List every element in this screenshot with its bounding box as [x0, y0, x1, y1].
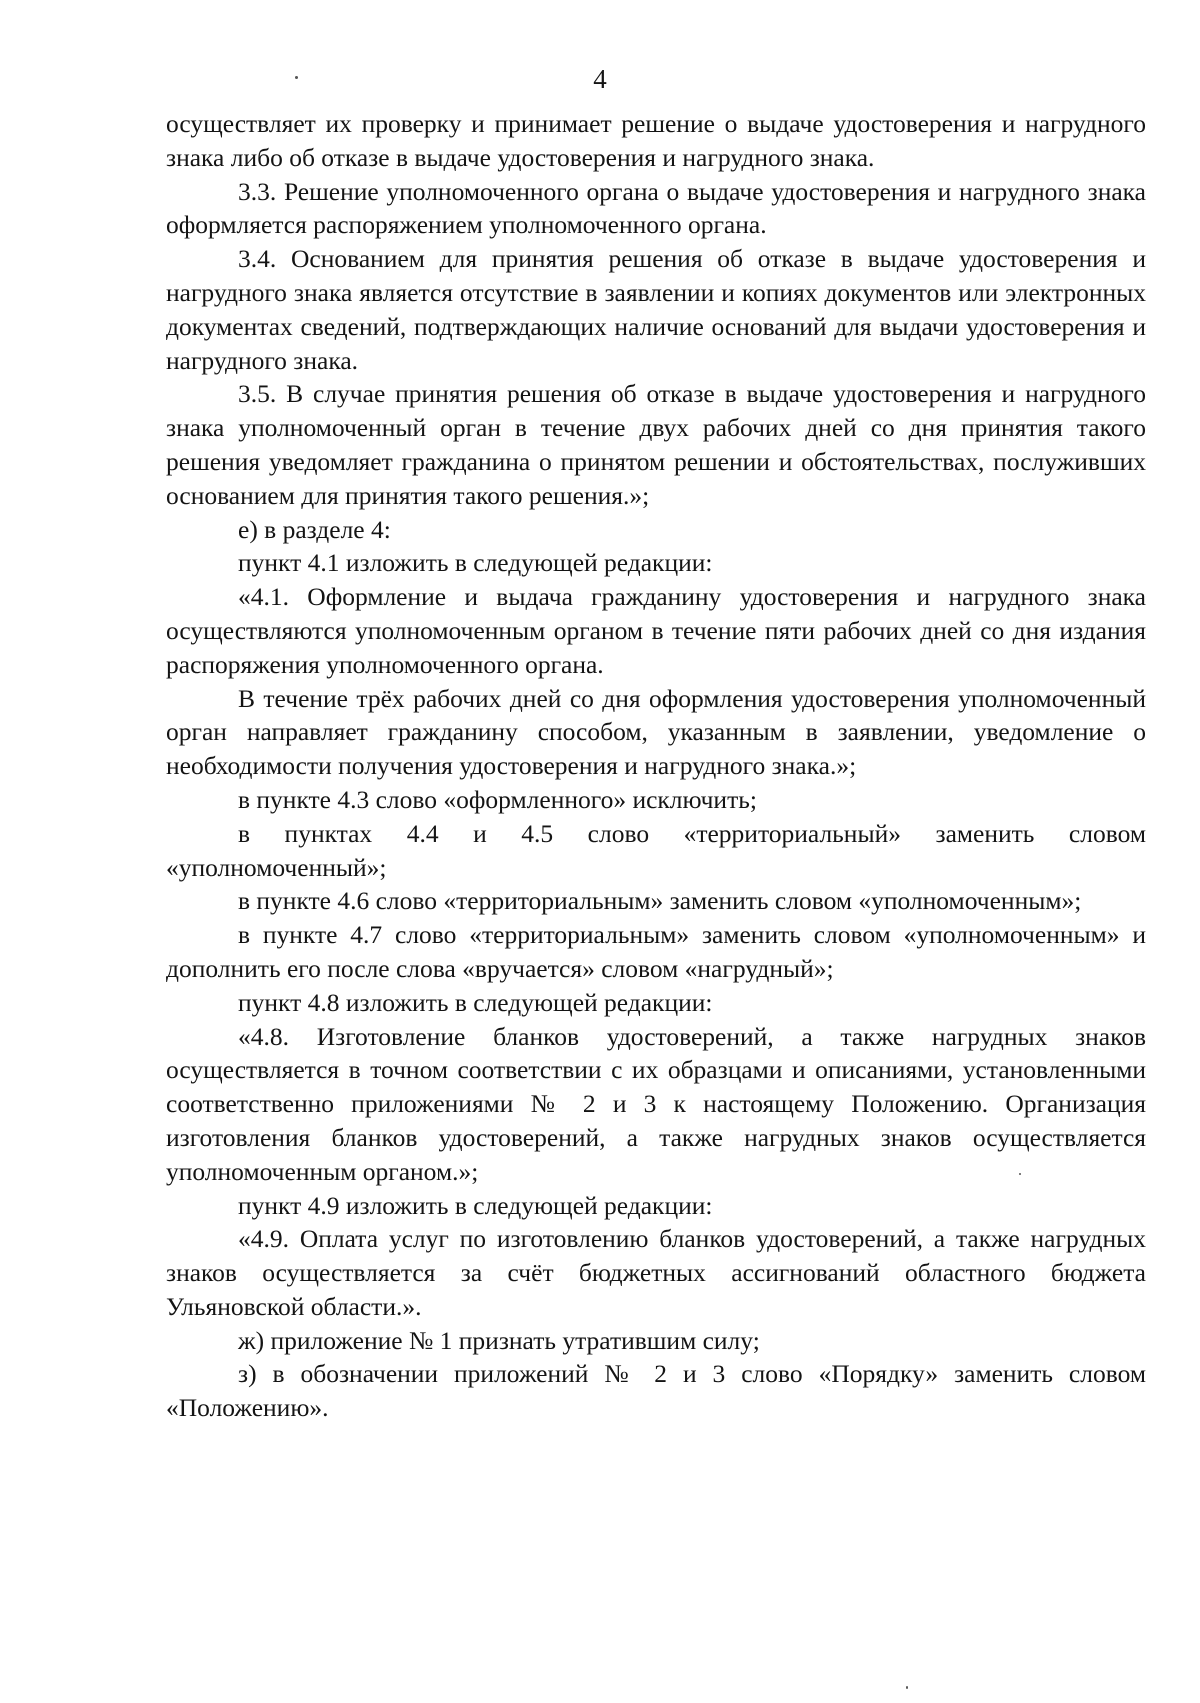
scan-speck — [295, 76, 298, 79]
paragraph-continuation: осуществляет их проверку и принимает решение о выдаче удостоверения и нагрудного знака либо об отказе в выдаче удостоверения и нагрудного знака. — [166, 109, 1146, 172]
amend-point-4-1: пункт 4.1 изложить в следующей редакции: — [238, 548, 713, 578]
scan-speck — [906, 1686, 908, 1689]
amend-points-4-4-4-5: в пунктах 4.4 и 4.5 слово «территориальный» заменить словом «уполномоченный»; — [166, 818, 1146, 882]
paragraph-4-8: «4.8. Изготовление бланков удостоверений, а также нагрудных знаков осуществляется в точном соответствии с их образцами и описаниями, установленными соответственно приложениями № 2 и 3 к настоящему Положению. Организация изготовления бланков удостоверений, а также нагрудных знаков осуществляется уполномоченным органом.»; — [166, 1021, 1146, 1186]
item-e-section-4: е) в разделе 4: — [238, 514, 391, 544]
paragraph-4-1-notice: В течение трёх рабочих дней со дня оформления удостоверения уполномоченный орган направляет гражданину способом, указанным в заявлении, уведомление о необходимости получения удостоверения и нагрудного знака.»; — [166, 683, 1146, 781]
paragraph-3-4: 3.4. Основанием для принятия решения об отказе в выдаче удостоверения и нагрудного знака является отсутствие в заявлении и копиях документов или электронных документах сведений, подтверждающих наличие оснований для выдачи удостоверения и нагрудного знака. — [166, 244, 1146, 375]
paragraph-4-1: «4.1. Оформление и выдача гражданину удостоверения и нагрудного знака осуществляются уполномоченным органом в течение пяти рабочих дней со дня издания распоряжения уполномоченного органа. — [166, 582, 1146, 679]
page-number: 4 — [593, 64, 607, 94]
item-zh-appendix-1: ж) приложение № 1 признать утратившим силу; — [238, 1325, 760, 1355]
scan-speck — [1019, 1173, 1021, 1175]
document-body — [166, 107, 1146, 1425]
item-z-appendices-2-3: з) в обозначении приложений № 2 и 3 слово «Порядку» заменить словом «Положению». — [166, 1359, 1146, 1423]
paragraph-3-5: 3.5. В случае принятия решения об отказе в выдаче удостоверения и нагрудного знака уполномоченный орган в течение двух рабочих дней со дня принятия такого решения уведомляет гражданина о принятом решении и обстоятельствах, послуживших основанием для принятия такого решения.»; — [166, 379, 1146, 510]
paragraph-4-9: «4.9. Оплата услуг по изготовлению бланков удостоверений, а также нагрудных знаков осуществляется за счёт бюджетных ассигнований областного бюджета Ульяновской области.». — [166, 1224, 1146, 1321]
amend-point-4-3: в пункте 4.3 слово «оформленного» исключить; — [238, 784, 757, 814]
paragraph-3-3: 3.3. Решение уполномоченного органа о выдаче удостоверения и нагрудного знака оформляется распоряжением уполномоченного органа. — [166, 176, 1146, 240]
amend-point-4-8: пункт 4.8 изложить в следующей редакции: — [238, 987, 713, 1017]
amend-point-4-7: в пункте 4.7 слово «территориальным» заменить словом «уполномоченным» и дополнить его после слова «вручается» словом «нагрудный»; — [166, 920, 1146, 983]
amend-point-4-6: в пункте 4.6 слово «территориальным» заменить словом «уполномоченным»; — [238, 886, 1082, 916]
amend-point-4-9: пункт 4.9 изложить в следующей редакции: — [238, 1190, 713, 1220]
